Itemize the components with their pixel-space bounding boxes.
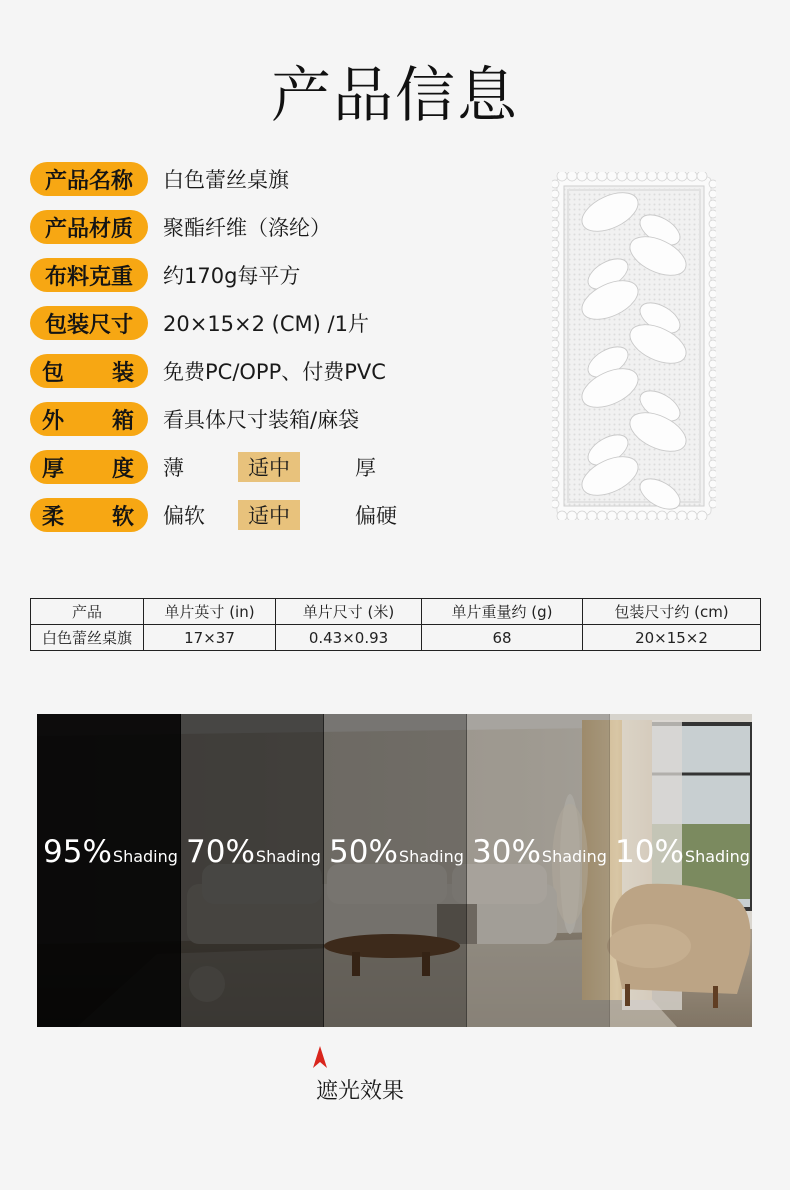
spec-label-char: 度 — [111, 456, 134, 482]
spec-value: 免费PC/OPP、付费PVC — [163, 360, 386, 384]
softness-level-soft: 偏软 — [163, 504, 205, 528]
shade-word: Shading — [541, 847, 607, 866]
spec-row-package-size — [30, 306, 369, 340]
spec-row-carton — [30, 402, 359, 436]
spec-label: 产品名称 — [30, 162, 148, 196]
spec-label-char: 包 — [42, 360, 65, 386]
shade-band — [323, 714, 467, 1027]
softness-level-medium-selected: 适中 — [238, 500, 300, 530]
spec-label-char: 外 — [42, 408, 65, 434]
spec-value: 白色蕾丝桌旗 — [163, 168, 289, 192]
shade-percent: 50% — [329, 834, 398, 870]
shade-percent: 70% — [186, 834, 255, 870]
table-cell: 白色蕾丝桌旗 — [31, 625, 144, 651]
shade-word: Shading — [684, 847, 750, 866]
spec-label — [30, 498, 148, 532]
shading-comparison-image — [37, 714, 752, 1027]
shade-band — [37, 714, 181, 1027]
table-header: 包装尺寸约 (cm) — [583, 599, 761, 625]
shade-word: Shading — [112, 847, 178, 866]
red-arrow-up-icon — [313, 1046, 327, 1068]
spec-label-char: 箱 — [111, 408, 134, 434]
spec-value: 约170g每平方 — [163, 264, 301, 288]
spec-label-char: 装 — [111, 360, 134, 386]
spec-label: 包装尺寸 — [30, 306, 148, 340]
spec-row-thickness — [30, 450, 450, 484]
spec-label — [30, 354, 148, 388]
shade-word: Shading — [398, 847, 464, 866]
shading-caption: 遮光效果 — [315, 1079, 404, 1104]
spec-label-char: 软 — [111, 504, 134, 530]
table-cell: 68 — [422, 625, 583, 651]
spec-label — [30, 450, 148, 484]
shade-label — [43, 834, 178, 870]
spec-value: 聚酯纤维（涤纶） — [163, 216, 331, 240]
spec-label-char: 厚 — [42, 456, 65, 482]
shade-label — [186, 834, 321, 870]
thickness-level-thick: 厚 — [355, 456, 376, 480]
shade-percent: 10% — [615, 834, 684, 870]
spec-row-material — [30, 210, 331, 244]
table-header: 产品 — [31, 599, 144, 625]
shade-label — [329, 834, 464, 870]
spec-row-name — [30, 162, 289, 196]
thickness-level-medium-selected: 适中 — [238, 452, 300, 482]
spec-label-char: 柔 — [42, 504, 65, 530]
spec-row-packaging — [30, 354, 386, 388]
spec-row-softness — [30, 498, 450, 532]
spec-label: 产品材质 — [30, 210, 148, 244]
table-row — [31, 625, 761, 651]
table-cell: 17×37 — [144, 625, 276, 651]
shade-band — [609, 714, 752, 1027]
spec-label — [30, 402, 148, 436]
table-header: 单片重量约 (g) — [422, 599, 583, 625]
shade-percent: 95% — [43, 834, 112, 870]
table-header: 单片尺寸 (米) — [276, 599, 422, 625]
spec-value: 20×15×2 (CM) /1片 — [163, 312, 369, 336]
table-cell: 20×15×2 — [583, 625, 761, 651]
table-header-row — [31, 599, 761, 625]
shade-label — [472, 834, 607, 870]
softness-level-firm: 偏硬 — [355, 504, 397, 528]
page-title: 产品信息 — [271, 61, 519, 131]
spec-row-weight — [30, 258, 300, 292]
shade-word: Shading — [255, 847, 321, 866]
spec-label: 布料克重 — [30, 258, 148, 292]
specs-table — [30, 598, 761, 651]
shade-band — [180, 714, 324, 1027]
thickness-level-thin: 薄 — [163, 456, 184, 480]
shade-percent: 30% — [472, 834, 541, 870]
spec-value: 看具体尺寸装箱/麻袋 — [163, 408, 360, 432]
table-header: 单片英寸 (in) — [144, 599, 276, 625]
shade-label — [615, 834, 750, 870]
table-cell: 0.43×0.93 — [276, 625, 422, 651]
shade-band — [466, 714, 610, 1027]
lace-table-runner-image — [552, 172, 716, 520]
